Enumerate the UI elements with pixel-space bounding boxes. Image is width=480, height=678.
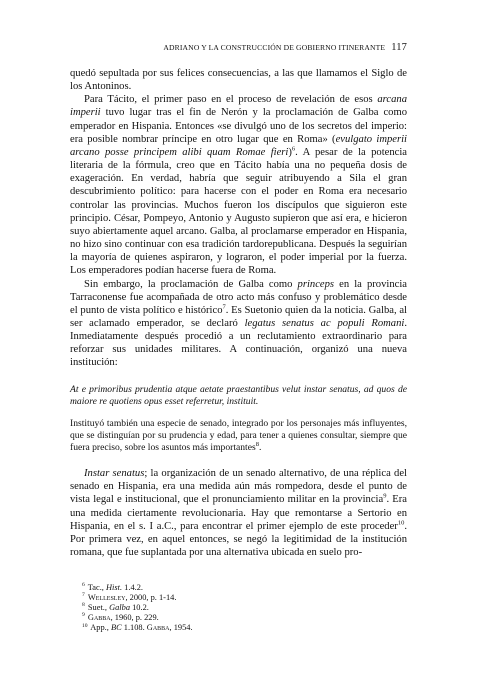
text-run: . Es Suetonio quien da la noticia. Galba, al ser aclamado emperador, se declaró [70,304,407,329]
block-quote-latin: At e primoribus prudentia atque aetate praestantibus velut instar senatus, ad quos de maiore re quotiens opus esset referretur, instituit. [70,383,407,407]
text-run: Suet., [87,603,110,613]
italic-term: legatus senatus ac populi Romani [244,317,405,329]
italic-term: Hist. [106,583,123,592]
footnote [82,593,402,603]
text-run: tuvo lugar tras el fin de Nerón y la proclamación de Galba como emperador en Hispania. Entonces «se divulgó uno de los secretos del imperio: era posible nombrar príncipe en otro lugar que en Roma» ( [70,107,407,145]
latin-quote-inline: evulgato imperii arcano posse principem alibi quam Romae fieri [70,133,407,158]
footnote [82,583,402,593]
running-head-title: ADRIANO Y LA CONSTRUCCIÓN DE GOBIERNO ITINERANTE [163,43,386,52]
author-name: Wellesley [87,593,126,603]
paragraph-1-text: quedó sepultada por sus felices consecuencias, a las que llamamos el Siglo de los Antoninos. [70,68,407,93]
italic-term: Instar senatus [84,468,145,480]
footnote-ref[interactable]: 6 [291,145,296,153]
footnote-number: 9 [82,612,85,619]
body-text [70,67,407,559]
text-run: ) [288,146,292,158]
footnote-ref[interactable]: 8 [255,440,259,448]
italic-term: Galba [109,603,130,613]
footnote-number: 8 [82,602,85,609]
italic-term: arcana imperii [70,94,407,119]
footnote [82,603,402,613]
paragraph-continued [70,67,407,93]
text-run: 1.108. [121,623,147,633]
footnote-ref[interactable]: 7 [222,303,226,311]
text-run: . Era una medida ciertamente revolucionaria. Hay que remontarse a Sertorio en Hispania, en el s. I a.C., para encontrar el primer ejemplo de este proceder [70,494,408,532]
footnote-ref[interactable]: 10 [397,519,405,527]
footnote-number: 10 [82,622,88,629]
text-run: Para Tácito, el primer paso en el proceso de revelación de esos [84,94,378,106]
text-run: . [258,441,262,453]
page-number: 117 [391,42,407,53]
italic-term: BC [110,623,122,633]
paragraph-galba [70,278,407,370]
translation-text: Instituyó también una especie de senado, integrado por los personajes más influyentes, que se distinguían por su prudencia y edad, para tener a quienes consultar, siempre que fuera preciso, sobre los asuntos más importantes [70,417,407,453]
footnote [82,613,402,623]
text-run: , 1954. [169,623,193,633]
text-run: . Por primera vez, en aquel entonces, se negó la legitimidad de la institución romana, que fue suplantada por una alternativa ubicada en suelo pro- [70,520,407,558]
author-name: Gabba [87,613,111,623]
text-run: . Inmediatamente después procedió a un reclutamiento extraordinario para reforzar sus unidades militares. A continuación, organizó una nueva institución: [70,317,407,369]
text-run: en la provincia Tarraconense fue acompañada de otro acto más confuso y problemático desde el punto de vista político e histórico [70,278,407,316]
text-run: , 1960, p. 229. [110,613,159,623]
footnote-ref[interactable]: 9 [383,492,387,500]
text-run: Sin embargo, la proclamación de Galba como [84,278,298,290]
text-run: 10.2. [130,603,149,613]
footnote-number: 7 [82,592,85,599]
author-name: Gabba [146,623,170,633]
running-head [70,42,407,53]
text-run: App., [90,623,111,633]
text-run: 1.4.2. [122,583,143,592]
text-run: , 2000, p. 1-14. [125,593,177,603]
footnote [82,623,402,633]
text-run: Tac., [87,583,106,592]
footnote-number: 6 [82,582,85,589]
footnotes [82,583,402,633]
block-quote-translation [70,418,407,454]
paragraph-tacitus [70,93,407,277]
text-run: . A pesar de la potencia literaria de la fórmula, creo que en Tácito había una no pequeña dosis de exageración. En verdad, habría que seguir atribuyendo a Sila el gran descubrimiento político: para hacerse con el poder en Roma era necesario controlar las provincias. Muchos fueron los discípulos que siguieron este principio. César, Pompeyo, Antonio y Augusto supieron que así era, e hicieron suyo abiertamente aquel arcano. Galba, al proclamarse emperador en Hispania, no hizo sino continuar con esa tradición tardorepublicana. Después la seguirían la mayoría de quienes aspiraron, y lograron, el poder imperial por la fuerza. Los emperadores podían hacerse fuera de Roma. [70,146,407,277]
text-run: ; la organización de un senado alternativo, de una réplica del senado en Hispania, era una medida aún más rompedora, desde el punto de vista legal e institucional, que el pronunciamiento militar en la provincia [70,468,407,506]
italic-term: princeps [297,278,335,290]
paragraph-instar-senatus [70,467,407,559]
